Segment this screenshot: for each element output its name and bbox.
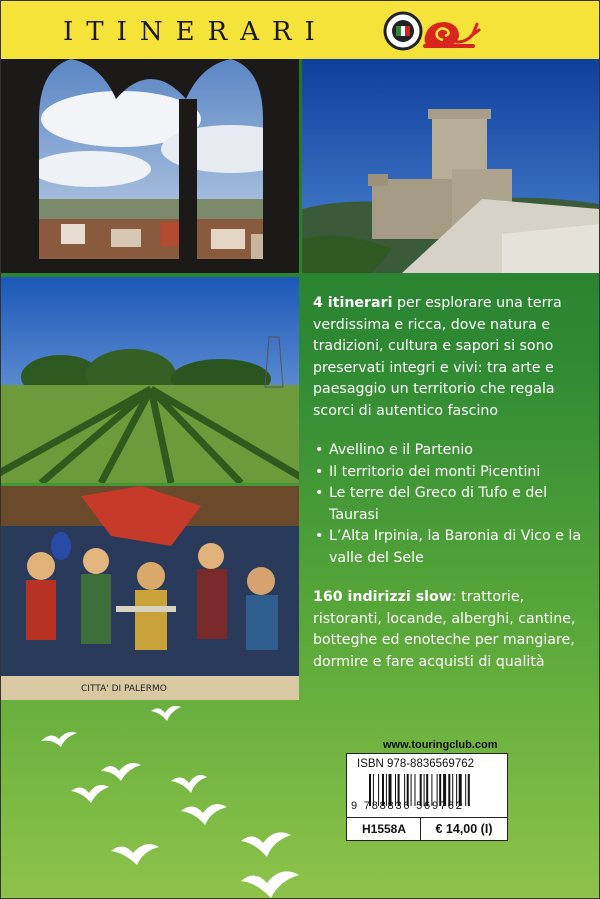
- photo-arcade-village: [1, 59, 299, 273]
- addresses-paragraph: [313, 587, 593, 673]
- bird-icon: [241, 871, 299, 898]
- photo-castle-tower: [302, 59, 599, 273]
- bird-icon: [101, 763, 141, 781]
- intro-paragraph: [313, 293, 593, 422]
- barcode-panel: [346, 753, 508, 819]
- bird-icon: [111, 844, 159, 865]
- addresses-bold: 160 indirizzi slow: [313, 589, 452, 605]
- isbn-text: ISBN 978-8836569762: [357, 758, 475, 770]
- price-label: € 14,00 (I): [420, 817, 508, 841]
- series-title: ITINERARI: [63, 17, 328, 47]
- flying-birds-illustration: [1, 701, 331, 898]
- itinerary-list: [313, 440, 593, 569]
- photo-vineyard: [1, 277, 299, 483]
- bird-icon: [181, 804, 227, 825]
- intro-bold: 4 itinerari: [313, 295, 393, 311]
- bird-icon: [171, 775, 207, 793]
- header-band: [1, 1, 599, 59]
- list-item: • Avellino e il Partenio: [313, 440, 593, 462]
- list-item: • Le terre del Greco di Tufo e del Taurasi: [313, 483, 593, 526]
- addresses-rest: : trattorie, ristoranti, locande, alberghi, cantine, botteghe ed enoteche per mangiare, dormire e fare acquisti di qualità: [313, 589, 576, 670]
- mural-caption: CITTA' DI PALERMO: [81, 684, 167, 694]
- barcode-number: 9 788836 569762: [351, 800, 464, 812]
- bird-icon: [151, 706, 181, 721]
- snail-icon: [423, 22, 479, 48]
- list-item: • Il territorio dei monti Picentini: [313, 462, 593, 484]
- bird-icon: [71, 785, 109, 803]
- list-item: • L’Alta Irpinia, la Baronia di Vico e la valle del Sele: [313, 526, 593, 569]
- product-code: H1558A: [346, 817, 422, 841]
- photo-painted-mural: [1, 486, 299, 700]
- publisher-logo: [383, 6, 483, 56]
- touring-club-emblem-icon: [385, 13, 421, 49]
- description-text: [313, 293, 593, 673]
- intro-rest: per esplorare una terra verdissima e ricca, dove natura e tradizioni, cultura e sapori si sono preservati integri e vivi: tra arte e paesaggio un territorio che regala scorci di autentico fascino: [313, 295, 562, 419]
- website-url: www.touringclub.com: [383, 739, 498, 751]
- bird-icon: [241, 832, 291, 857]
- bird-icon: [41, 732, 77, 747]
